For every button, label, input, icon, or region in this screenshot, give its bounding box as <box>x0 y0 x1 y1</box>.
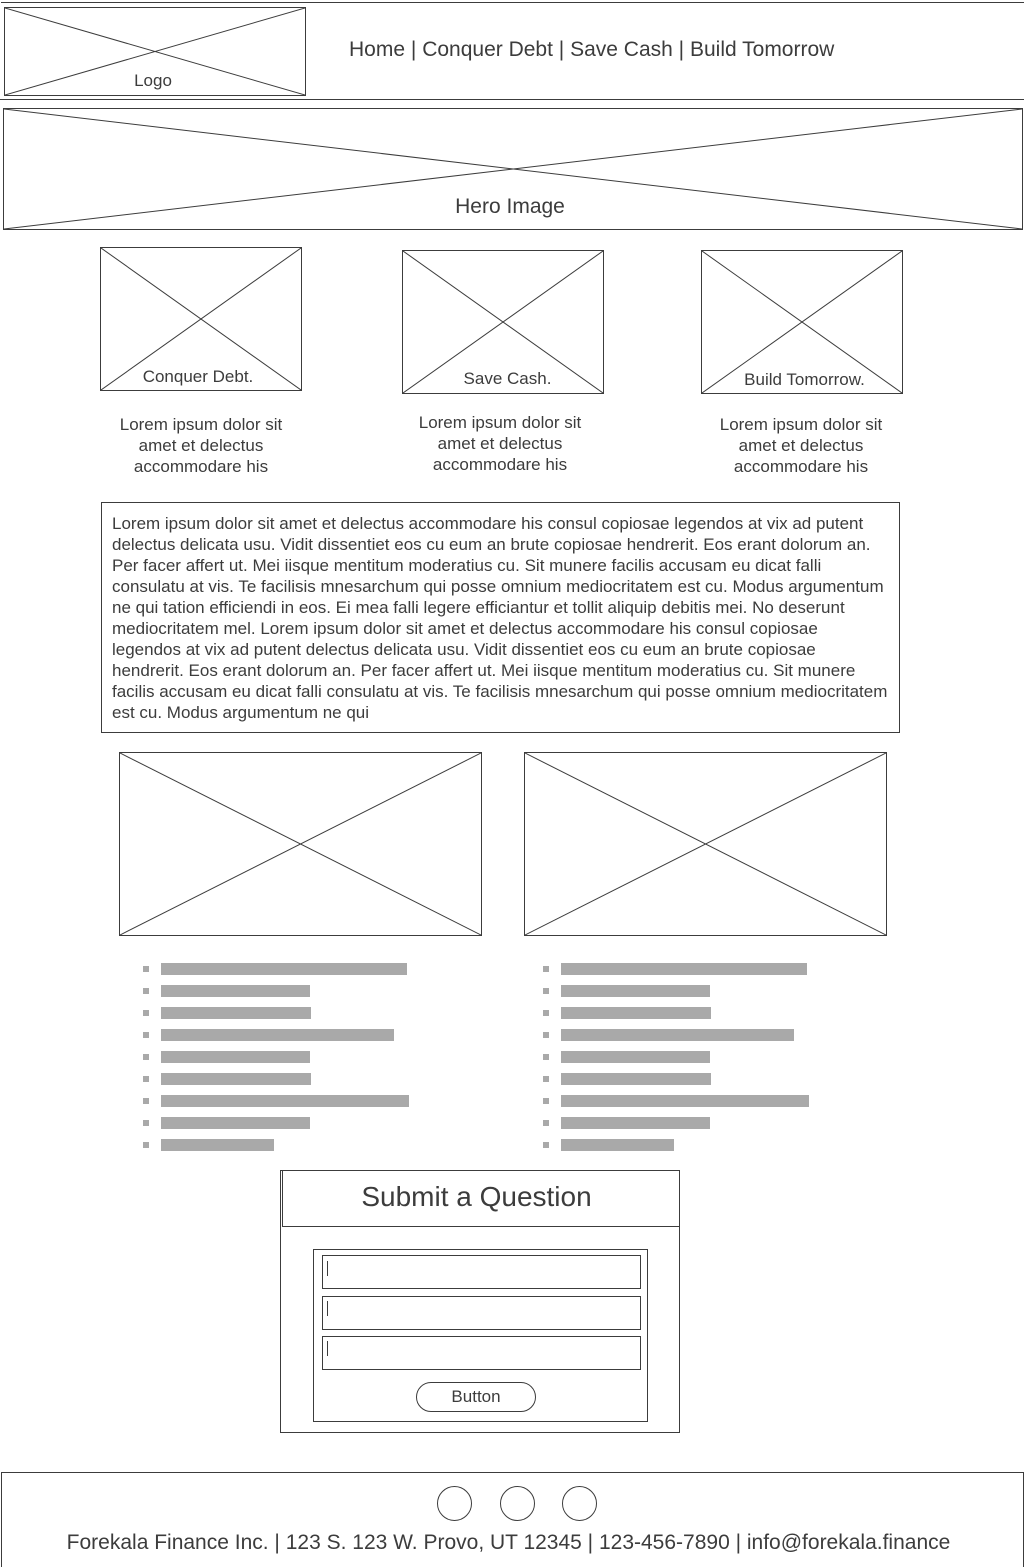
bullet-icon <box>143 1120 149 1126</box>
text-placeholder-bar <box>561 1029 794 1041</box>
feature-description: Lorem ipsum dolor sit amet et delectus accommodare his <box>418 413 582 474</box>
text-placeholder-bar <box>161 1007 311 1019</box>
feature-image-save-cash[interactable] <box>402 250 604 394</box>
text-placeholder-bar <box>161 1139 274 1151</box>
text-placeholder-bar <box>161 985 310 997</box>
nav-home[interactable]: Home <box>349 38 406 61</box>
social-icon-2[interactable] <box>500 1486 535 1521</box>
form-field-3[interactable] <box>322 1336 641 1370</box>
text-placeholder-bar <box>161 963 407 975</box>
header-bottom-rule <box>0 99 1024 100</box>
text-placeholder-bar <box>161 1095 409 1107</box>
logo-placeholder[interactable] <box>4 7 306 96</box>
feature-image-conquer-debt[interactable] <box>100 247 302 391</box>
text-placeholder-bar <box>561 963 807 975</box>
image-placeholder-icon <box>120 753 481 935</box>
feature-description: Lorem ipsum dolor sit amet et delectus accommodare his <box>119 415 283 476</box>
feature-caption: Save Cash. <box>463 369 552 388</box>
form-title: Submit a Question <box>282 1171 680 1227</box>
text-placeholder-bar <box>561 1073 711 1085</box>
nav-separator: | <box>410 38 417 61</box>
bullet-icon <box>543 988 549 994</box>
text-placeholder-bar <box>161 1073 311 1085</box>
bullet-icon <box>543 1142 549 1148</box>
text-placeholder-bar <box>561 1139 674 1151</box>
feature-caption: Conquer Debt. <box>142 367 254 386</box>
bullet-icon <box>143 1032 149 1038</box>
nav-build-tomorrow[interactable]: Build Tomorrow <box>689 38 835 61</box>
bullet-icon <box>143 966 149 972</box>
main-nav <box>349 38 834 62</box>
content-image-left <box>119 752 482 936</box>
feature-image-build-tomorrow[interactable] <box>701 250 903 394</box>
text-placeholder-bar <box>561 1051 710 1063</box>
text-placeholder-bar <box>161 1051 310 1063</box>
bullet-icon <box>143 1098 149 1104</box>
text-placeholder-bar <box>161 1117 310 1129</box>
image-placeholder-icon <box>525 753 886 935</box>
header-top-rule <box>1 2 1024 3</box>
text-placeholder-bar <box>561 985 710 997</box>
bullet-icon <box>543 1032 549 1038</box>
bullet-icon <box>143 1054 149 1060</box>
feature-description: Lorem ipsum dolor sit amet et delectus accommodare his <box>719 415 883 476</box>
nav-separator: | <box>678 38 685 61</box>
social-icon-1[interactable] <box>437 1486 472 1521</box>
nav-conquer-debt[interactable]: Conquer Debt <box>422 38 553 61</box>
bullet-icon <box>143 1076 149 1082</box>
bullet-icon <box>543 966 549 972</box>
bullet-icon <box>543 1098 549 1104</box>
form-field-2[interactable] <box>322 1296 641 1330</box>
hero-caption: Hero Image <box>455 195 565 218</box>
bullet-icon <box>143 988 149 994</box>
text-placeholder-bar <box>561 1007 711 1019</box>
bullet-icon <box>543 1120 549 1126</box>
form-field-1[interactable] <box>322 1255 641 1289</box>
content-image-right <box>524 752 887 936</box>
bullet-icon <box>543 1076 549 1082</box>
logo-caption: Logo <box>134 71 172 90</box>
body-paragraph: Lorem ipsum dolor sit amet et delectus accommodare his consul copiosae legendos at vix ad putent delectus delicata usu. Vidit dissentiet eos cu eum an brute copiosae hendrerit. Eos erant dolorum an. Per facer affert ut. Mei iisque mentitum moderatius cu. Sit munere facilis accusam eu dicat falli consulatu at vis. Te facilisis mnesarchum qui posse omnium mediocritatem est cu. Modus argumentum ne qui tation efficiendi in eos. Ei mea falli legere efficiantur et tollit aliquip debitis mei. No deserunt mediocritatem mel. Lorem ipsum dolor sit amet et delectus accommodare his consul copiosae legendos at vix ad putent delectus delicata usu. Vidit dissentiet eos cu eum an brute copiosae hendrerit. Eos erant dolorum an. Per facer affert ut. Mei iisque mentitum moderatius cu. Sit munere facilis accusam eu dicat falli consulatu at vis. Te facilisis mnesarchum qui posse omnium mediocritatem est cu. Modus argumentum ne qui <box>101 502 900 733</box>
footer-contact-info: Forekala Finance Inc. | 123 S. 123 W. Provo, UT 12345 | 123-456-7890 | info@forekala.finance <box>66 1531 951 1554</box>
footer <box>1 1472 1024 1567</box>
feature-caption: Build Tomorrow. <box>744 370 865 389</box>
text-placeholder-bar <box>161 1029 394 1041</box>
text-placeholder-bar <box>561 1095 809 1107</box>
bullet-icon <box>543 1054 549 1060</box>
nav-separator: | <box>558 38 565 61</box>
bullet-icon <box>143 1142 149 1148</box>
bullet-icon <box>543 1010 549 1016</box>
text-placeholder-bar <box>561 1117 710 1129</box>
question-form <box>313 1249 648 1422</box>
question-form-panel <box>280 1170 680 1433</box>
submit-button[interactable]: Button <box>416 1382 536 1412</box>
social-icon-3[interactable] <box>562 1486 597 1521</box>
nav-save-cash[interactable]: Save Cash <box>570 38 673 61</box>
bullet-icon <box>143 1010 149 1016</box>
hero-image-placeholder <box>3 108 1023 230</box>
